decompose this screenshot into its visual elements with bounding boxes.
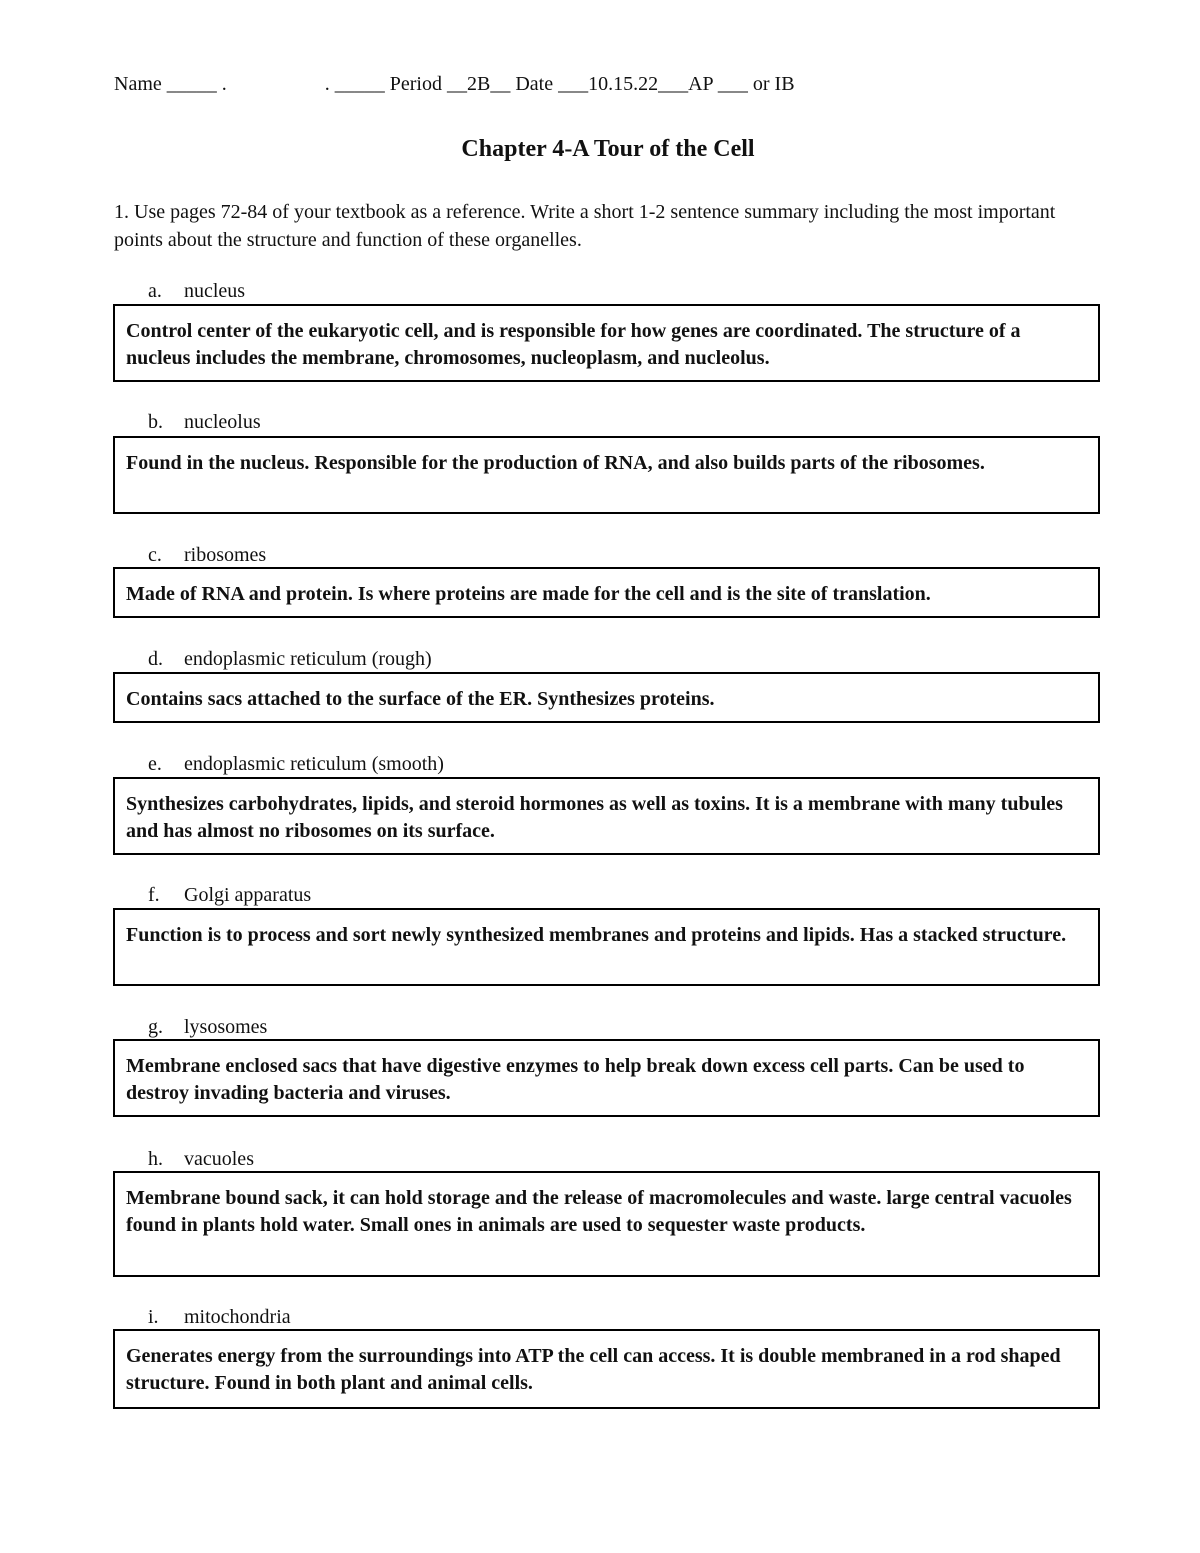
item-term: endoplasmic reticulum (smooth)	[184, 753, 444, 775]
item-label-lysosomes	[148, 1016, 267, 1039]
item-letter: b.	[148, 411, 163, 433]
item-term: nucleolus	[184, 411, 261, 433]
name-label: Name _____ .	[114, 73, 227, 95]
item-term: endoplasmic reticulum (rough)	[184, 648, 432, 670]
item-label-golgi	[148, 884, 311, 907]
answer-box-mitochondria[interactable]: Generates energy from the surroundings into ATP the cell can access. It is double membraned in a rod shaped structure. Found in both plant and animal cells.	[113, 1329, 1100, 1409]
header-line	[114, 73, 795, 96]
answer-box-nucleolus[interactable]: Found in the nucleus. Responsible for the production of RNA, and also builds parts of the ribosomes.	[113, 436, 1100, 514]
name-period-date-line: . _____ Period __2B__ Date ___10.15.22___AP ___ or IB	[324, 73, 795, 95]
item-letter: d.	[148, 648, 163, 670]
item-label-nucleus	[148, 280, 245, 303]
item-letter: f.	[148, 884, 160, 906]
instructions: 1. Use pages 72-84 of your textbook as a reference. Write a short 1-2 sentence summary including the most important points about the structure and function of these organelles.	[114, 201, 1056, 251]
item-label-mitochondria	[148, 1306, 291, 1329]
item-label-rough-er	[148, 648, 432, 671]
item-letter: i.	[148, 1306, 159, 1328]
item-letter: a.	[148, 280, 162, 302]
item-term: vacuoles	[184, 1148, 254, 1170]
answer-box-nucleus[interactable]: Control center of the eukaryotic cell, and is responsible for how genes are coordinated. The structure of a nucleus includes the membrane, chromosomes, nucleoplasm, and nucleolus.	[113, 304, 1100, 382]
answer-box-golgi[interactable]: Function is to process and sort newly synthesized membranes and proteins and lipids. Has a stacked structure.	[113, 908, 1100, 986]
item-label-ribosomes	[148, 544, 266, 567]
item-term: ribosomes	[184, 544, 267, 566]
page-title: Chapter 4-A Tour of the Cell	[461, 136, 755, 162]
item-letter: c.	[148, 544, 162, 566]
item-term: Golgi apparatus	[184, 884, 312, 906]
answer-box-ribosomes[interactable]: Made of RNA and protein. Is where proteins are made for the cell and is the site of translation.	[113, 567, 1100, 618]
item-label-vacuoles	[148, 1148, 254, 1171]
item-letter: e.	[148, 753, 162, 775]
answer-box-vacuoles[interactable]: Membrane bound sack, it can hold storage and the release of macromolecules and waste. large central vacuoles found in plants hold water. Small ones in animals are used to sequester waste products.	[113, 1171, 1100, 1277]
item-term: mitochondria	[184, 1306, 291, 1328]
answer-box-rough-er[interactable]: Contains sacs attached to the surface of the ER. Synthesizes proteins.	[113, 672, 1100, 723]
item-label-nucleolus	[148, 411, 261, 434]
item-label-smooth-er	[148, 753, 444, 776]
answer-box-smooth-er[interactable]: Synthesizes carbohydrates, lipids, and steroid hormones as well as toxins. It is a membrane with many tubules and has almost no ribosomes on its surface.	[113, 777, 1100, 855]
answer-box-lysosomes[interactable]: Membrane enclosed sacs that have digestive enzymes to help break down excess cell parts. Can be used to destroy invading bacteria and viruses.	[113, 1039, 1100, 1117]
item-term: lysosomes	[184, 1016, 268, 1038]
item-term: nucleus	[184, 280, 246, 302]
item-letter: g.	[148, 1016, 163, 1038]
item-letter: h.	[148, 1148, 163, 1170]
